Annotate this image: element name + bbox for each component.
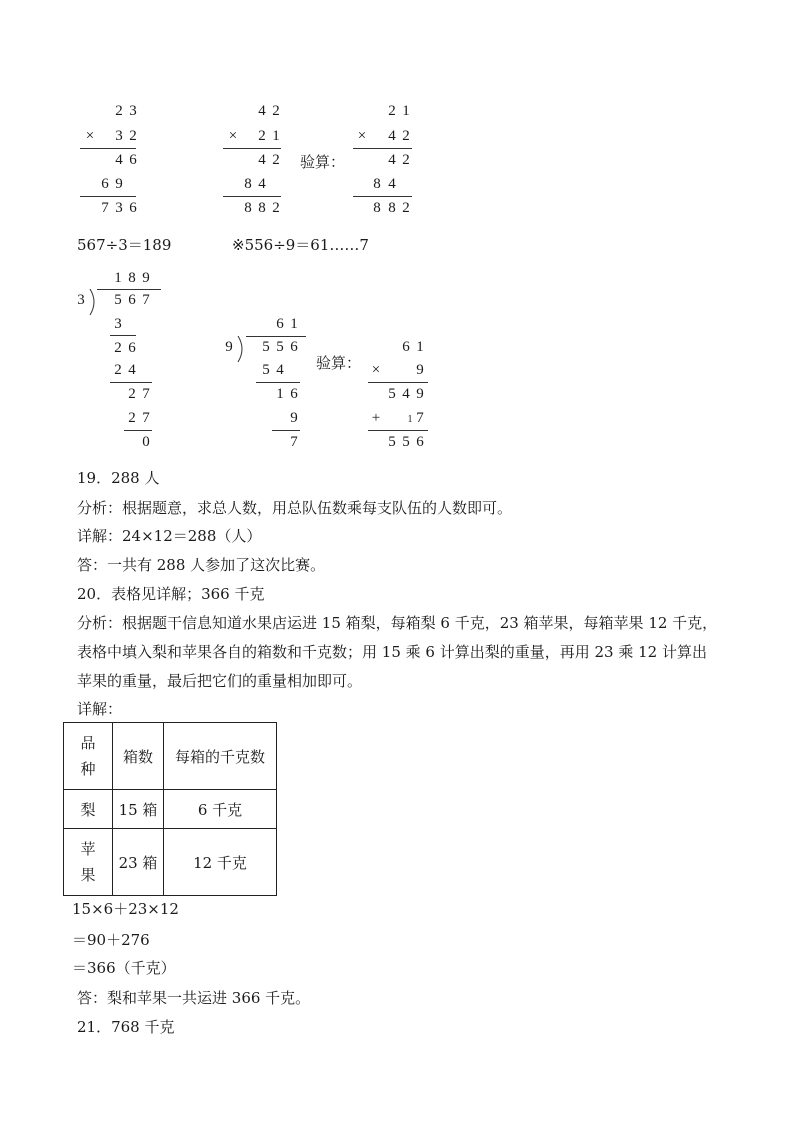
table-header-row [64,723,277,790]
digit: 8 [258,200,266,216]
question-heading: 20．表格见详解；366 千克 [77,585,265,603]
digit: 9 [142,270,150,286]
digit: 5 [402,434,410,450]
digit: 3 [115,128,123,144]
digit: 1 [272,128,280,144]
times-sign: × [85,128,95,144]
digit: 8 [388,200,396,216]
digit: 4 [128,362,136,378]
digit: 7 [290,434,298,450]
digit: 2 [272,200,280,216]
calc-line [353,196,412,197]
fruit-table [63,722,277,896]
analysis-text: 分析：根据题意，求总人数，用总队伍数乘每支队伍的人数即可。 [77,499,513,517]
digit: 2 [114,362,122,378]
calc-line [110,335,136,336]
digit: 1 [114,270,122,286]
digit: 2 [128,410,136,426]
digit: 5 [114,292,122,308]
header-cell-kg-per-box: 每箱的千克数 [164,723,277,790]
digit: 9 [290,410,298,426]
plus-sign: + [371,410,381,426]
question-heading: 19．288 人 [77,469,160,487]
digit: 3 [115,200,123,216]
digit: 2 [388,103,396,119]
digit: 3 [114,316,122,332]
divisor: 9 [225,339,233,355]
table-row [64,829,277,896]
calc-line-3: ＝366（千克） [72,959,176,977]
digit: 2 [114,340,122,356]
digit: 6 [416,434,424,450]
calc-line [223,148,281,149]
digit: 2 [115,103,123,119]
digit: 6 [290,386,298,402]
calc-line-1: 15×6＋23×12 [72,900,179,918]
cell-variety: 梨 [64,790,113,829]
carry-digit: 1 [407,414,413,425]
digit: 6 [129,152,137,168]
detail-label: 详解： [77,700,123,718]
digit: 5 [262,362,270,378]
calc-line [124,430,152,431]
digit: 7 [142,292,150,308]
digit: 2 [128,386,136,402]
digit: 8 [373,176,381,192]
digit: 7 [101,200,109,216]
digit: 6 [128,292,136,308]
digit: 7 [142,410,150,426]
calc-line [80,148,136,149]
times-sign: × [228,128,238,144]
question-21-heading: 21．768 千克 [77,1018,175,1036]
header-cell-variety: 品种 [64,723,113,790]
digit: 2 [272,103,280,119]
division-bar [97,289,161,290]
digit: 2 [402,128,410,144]
calc-line [80,196,136,197]
digit: 9 [416,362,424,378]
digit: 8 [244,176,252,192]
analysis-text: 分析：根据题干信息知道水果店运进 15 箱梨，每箱梨 6 千克，23 箱苹果，每箱苹果 12 千克， [77,614,718,632]
check-label: 验算： [316,354,362,372]
division-bracket [236,336,248,364]
answer-text: 答：梨和苹果一共运进 366 千克。 [77,989,311,1007]
digit: 6 [276,316,284,332]
table-row [64,790,277,829]
digit: 2 [258,128,266,144]
digit: 5 [276,339,284,355]
digit: 6 [129,200,137,216]
digit: 4 [258,152,266,168]
digit: 6 [290,339,298,355]
division-equation-2: ※556÷9＝61……7 [232,236,369,254]
cell-variety: 苹果 [64,829,113,896]
digit: 8 [128,270,136,286]
digit: 1 [402,103,410,119]
digit: 1 [276,386,284,402]
digit: 6 [128,340,136,356]
cell-boxes: 23 箱 [113,829,164,896]
calc-line [256,382,300,383]
times-sign: × [357,128,367,144]
division-equation-1: 567÷3＝189 [77,236,172,254]
digit: 2 [402,200,410,216]
check-label: 验算： [300,153,346,171]
times-sign: × [371,362,381,378]
division-bracket [88,289,100,317]
cell-kg-per-box: 12 千克 [164,829,277,896]
digit: 4 [115,152,123,168]
digit: 7 [416,410,424,426]
digit: 4 [388,176,396,192]
digit: 1 [290,316,298,332]
calc-line [223,196,281,197]
calc-line [353,148,412,149]
header-cell-boxes: 箱数 [113,723,164,790]
digit: 9 [416,386,424,402]
digit: 2 [272,152,280,168]
answer-text: 答：一共有 288 人参加了这次比赛。 [77,556,326,574]
digit: 4 [258,176,266,192]
digit: 6 [402,339,410,355]
analysis-text: 表格中填入梨和苹果各自的箱数和千克数；用 15 乘 6 计算出梨的重量，再用 23 乘 12 计算出 [77,643,707,661]
calc-line-2: ＝90＋276 [72,931,150,949]
digit: 7 [142,386,150,402]
calc-line [368,382,428,383]
detail-text: 详解：24×12＝288（人） [77,527,262,545]
digit: 5 [388,434,396,450]
digit: 1 [416,339,424,355]
digit: 5 [262,339,270,355]
digit: 8 [244,200,252,216]
digit: 6 [101,176,109,192]
cell-boxes: 15 箱 [113,790,164,829]
analysis-text: 苹果的重量，最后把它们的重量相加即可。 [77,672,363,690]
digit: 2 [402,152,410,168]
digit: 5 [388,386,396,402]
calc-line [272,430,300,431]
digit: 2 [129,128,137,144]
digit: 4 [388,128,396,144]
digit: 4 [388,152,396,168]
division-bar [246,336,306,337]
digit: 4 [276,362,284,378]
cell-kg-per-box: 6 千克 [164,790,277,829]
calc-line [110,382,152,383]
digit: 4 [258,103,266,119]
calc-line [368,430,428,431]
digit: 3 [129,103,137,119]
digit: 4 [402,386,410,402]
digit: 8 [373,200,381,216]
divisor: 3 [77,292,85,308]
digit: 9 [115,176,123,192]
digit: 0 [142,434,150,450]
